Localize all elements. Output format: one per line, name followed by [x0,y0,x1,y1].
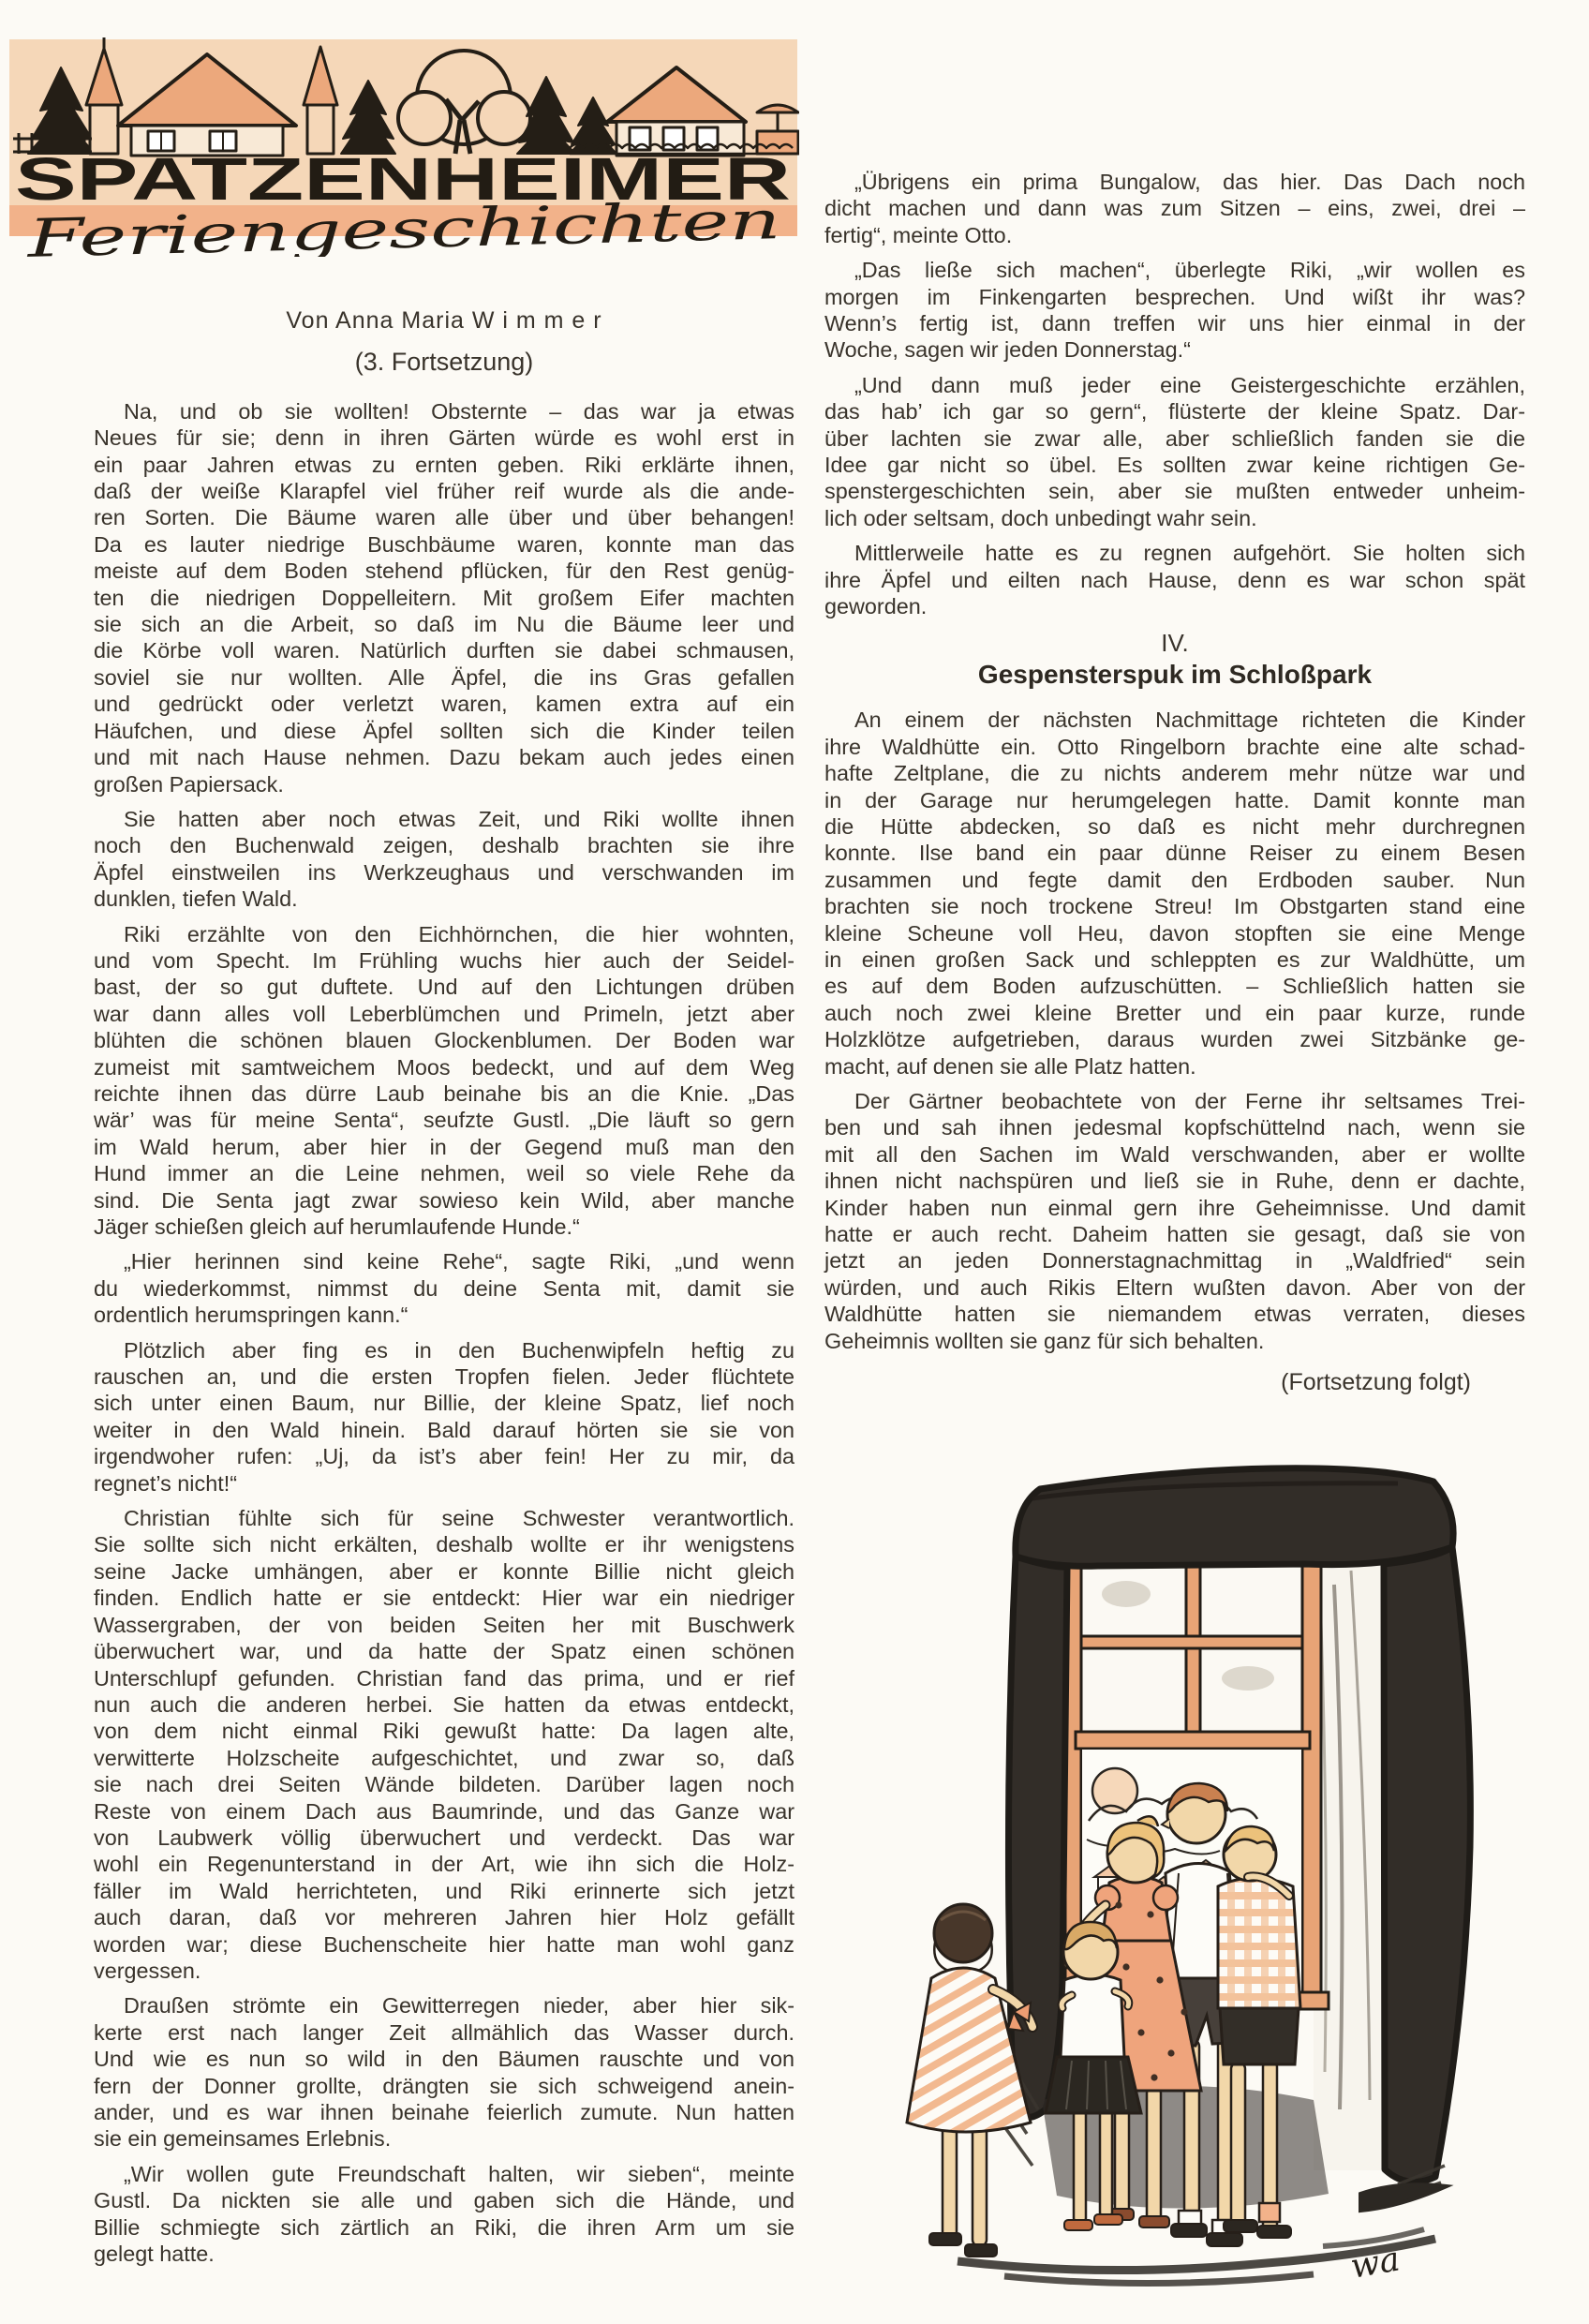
text-line: war dann alles voll Leberblümchen und Primeln, jetzt aber [94,1001,794,1026]
text-line: Holzklötze aufgetrieben, daraus wurden zwei Sitzbänke ge- [824,1027,1525,1052]
text-line: wohl ein Regenunterstand in der Art, wie ihn sich die Holz- [94,1852,794,1877]
text-line: worden war; diese Buchenscheite hier hatte man wohl ganz [94,1931,794,1957]
window-illustration-art [873,1453,1492,2302]
text-line: Und wie es nun so wild in den Bäumen rauschte und von [94,2047,794,2072]
text-line: noch den Buchenwald zeigen, deshalb brachten sie ihre [94,833,794,858]
text-line: reichte ihnen das dürre Laub beinahe bis an die Knie. „Das [94,1080,794,1106]
text-line: spenstergeschichten sein, aber sie mußten entweder unheim- [824,479,1525,504]
text-line: Gustl. Da nickten sie alle und gaben sich die Hände, und [94,2188,794,2213]
story-paragraph [94,1992,794,2152]
left-column [94,307,794,2275]
text-line: Reste von einem Dach aus Baumrinde, und das Ganze war [94,1798,794,1824]
text-line: Na, und ob sie wollten! Obsternte – das war ja etwas [124,398,794,424]
text-line: ten die niedrigen Doppelleitern. Mit großem Eifer machten [94,585,794,610]
text-line: An einem der nächsten Nachmittage richteten die Kinder [854,708,1525,733]
text-line: von Laubwerk völlig überwuchert und verdeckt. Das war [94,1825,794,1850]
text-line: macht, auf denen sie alle Platz hatten. [824,1053,1196,1079]
text-line: die Körbe voll waren. Natürlich durften sie dabei schmausen, [94,638,794,663]
text-line: fertig“, meinte Otto. [824,222,1013,247]
text-line: du wiederkommst, nimmst du deine Senta mit, damit sie [94,1275,794,1301]
left-column-text [94,398,794,2268]
chapter-title: Gespensterspuk im Schloßpark [977,659,1373,689]
text-line: „Und dann muß jeder eine Geistergeschichte erzählen, [854,372,1525,397]
window-illustration [873,1453,1525,2307]
text-line: regnet’s nicht!“ [94,1470,237,1496]
story-paragraph [824,540,1525,619]
text-line: Wenn’s fertig ist, dann treffen wir uns hier einmal in der [824,311,1525,336]
text-line: überwuchert war, und da hatte der Spatz einen schönen [94,1639,794,1664]
text-line: Christian fühlte sich für seine Schwester verantwortlich. [124,1506,794,1531]
text-line: „Wir wollen gute Freundschaft halten, wir sieben“, meinte [124,2161,794,2186]
text-line: kleine Scheune voll Heu, davon stopften sie eine Menge [824,920,1525,946]
text-line: ander, und es war ihnen beinahe feierlich zumute. Nun hatten [94,2100,794,2124]
text-line: soviel sie nur wollten. Alle Äpfel, die ins Gras gefallen [94,664,794,690]
text-line: Hund immer an die Leine nehmen, weil so viele Rehe da [94,1161,794,1186]
text-line: ordentlich herumspringen kann.“ [94,1303,408,1328]
text-line: ein paar Jahren etwas zu ernten geben. Riki erklärte ihnen, [94,452,794,477]
text-line: im Wald herum, aber hier in der Gegend muß man den [94,1134,794,1159]
text-line: Geheimnis wollten sie ganz für sich behalten. [824,1328,1265,1353]
text-line: es auf dem Boden aufzuschütten. – Schließlich hatten sie [824,974,1525,999]
text-line: „Übrigens ein prima Bungalow, das hier. Das Dach noch [854,170,1525,194]
continuation-note: (Fortsetzung folgt) [1281,1369,1471,1396]
text-line: Jäger schießen gleich auf herumlaufende Hunde.“ [94,1214,580,1239]
text-line: meiste auf dem Boden stehend pflücken, für den Rest genüg- [94,559,794,584]
text-line: in der Garage nur herumgelegen hatte. Damit konnte man [824,787,1525,812]
text-line: nun auch die anderen herbei. Sie hatten da etwas entdeckt, [94,1691,794,1717]
text-line: in einen großen Sack und schleppten es zur Waldhütte, um [824,946,1525,972]
text-line: dunklen, tiefen Wald. [94,886,298,912]
text-line: Äpfel einstweilen ins Werkzeughaus und verschwanden im [94,859,794,885]
story-paragraph [824,169,1525,248]
text-line: Idee gar nicht so übel. Es sollten zwar keine richtigen Ge- [824,453,1525,478]
text-line: vergessen. [94,1958,201,1983]
text-line: ihnen nicht nachspüren und ließ sie in Ruhe, denn er dachte, [824,1169,1525,1194]
text-line: morgen im Finkengarten besprechen. Und wißt ihr was? [824,284,1525,309]
text-line: auch daran, daß vor mehreren Jahren hier Holz gefällt [94,1905,794,1930]
text-line: „Das ließe sich machen“, überlegte Riki, „wir wollen es [854,258,1525,283]
text-line: bast, der so gut duftete. Und auf den Lichtungen drüben [94,975,794,1000]
story-paragraph [824,707,1525,1080]
story-paragraph [94,806,794,913]
text-line: Kinder haben nun einmal gern ihre Geheimnisse. Und damit [824,1195,1525,1220]
chapter-number: IV. [1161,628,1189,657]
text-line: fäller im Wald herrichteten, und Riki erinnerte sich jetzt [94,1878,794,1903]
text-line: Der Gärtner beobachtete von der Ferne ihr seltsames Trei- [854,1089,1525,1113]
text-line: jetzt an jeden Donnerstagnachmittag in „Waldfried“ sein [824,1248,1525,1274]
masthead [7,11,799,257]
text-line: dicht machen und dann was zum Sitzen – eins, zwei, drei – [824,196,1525,221]
text-line: Billie schmiegte sich zärtlich an Riki, die ihren Arm um sie [94,2214,794,2240]
text-line: zumeist mit samtweichem Moos bedeckt, und auf dem Weg [94,1054,794,1080]
text-line: gelegt hatte. [94,2242,215,2267]
text-line: Riki erzählte von den Eichhörnchen, die hier wohnten, [124,921,794,946]
story-paragraph [94,921,794,1241]
text-line: rauschen an, und die ersten Tropfen fielen. Jeder flüchtete [94,1364,794,1390]
text-line: von dem nicht einmal Riki gewußt hatte: Da lagen alte, [94,1719,794,1744]
masthead-script-title: Feriengeschichten [26,197,521,257]
text-line: ben und sah ihnen jedesmal kopfschüttelnd nach, wenn sie [824,1115,1525,1140]
masthead-title: SPATZENHEIMER [15,145,791,213]
right-column-text-bottom [824,707,1525,1354]
text-line: Draußen strömte ein Gewitterregen nieder, aber hier sik- [124,1993,794,2019]
text-line: die Hütte abdecken, so daß es nicht mehr durchregnen [824,813,1525,839]
text-line: Sie sollte sich nicht erkälten, deshalb wollte er ihr wenigstens [94,1532,794,1557]
text-line: sie nach drei Seiten Wände bildeten. Darüber lagen noch [94,1772,794,1797]
byline: Von Anna Maria W i m m e r [286,307,602,334]
text-line: wär’ was für meine Senta“, seufzte Gustl. „Die läuft so gern [94,1108,794,1133]
text-line: großen Papiersack. [94,771,284,797]
text-line: zusammen und fegte damit den Erdboden sauber. Nun [824,867,1525,892]
story-paragraph [824,1088,1525,1354]
text-line: geworden. [824,594,928,619]
text-line: Häufchen, und diese Äpfel sollten sich die Kinder teilen [94,718,794,743]
story-paragraph [94,1505,794,1984]
text-line: und gedrückt oder verletzt waren, kamen extra auf ein [94,692,794,717]
text-line: mit all den Sachen im Wald verschwanden, aber er wollte [824,1141,1525,1167]
text-line: brachten sie noch trockene Streu! Im Obstgarten stand eine [824,894,1525,919]
text-line: Waldhütte hatten sie niemandem etwas verraten, dieses [824,1302,1525,1327]
text-line: das hab’ ich gar so gern“, flüsterte der kleine Spatz. Dar- [824,399,1525,425]
text-line: Sie hatten aber noch etwas Zeit, und Riki wollte ihnen [124,806,794,831]
text-line: konnte. Ilse band ein paar dünne Reiser zu einem Besen [824,841,1525,866]
text-line: Unterschlupf gefunden. Christian fand das prima, und er rief [94,1665,794,1691]
masthead-artwork [7,11,799,257]
text-line: über lachten sie zwar alle, aber schließlich fanden sie die [824,425,1525,451]
curtain [1314,1542,1389,2170]
text-line: Da es lauter niedrige Buschbäume waren, konnte man das [94,531,794,557]
right-column-text-top [824,169,1525,620]
text-line: irgendwoher rufen: „Uj, da ist’s aber fein! Her zu mir, da [94,1444,794,1469]
text-line: blühten die schönen blauen Glockenblumen. Der Boden war [94,1028,794,1053]
text-line: Wassergraben, der von beiden Seiten her mit Buschwerk [94,1612,794,1637]
story-paragraph [94,1337,794,1497]
text-line: und mit nach Hause nehmen. Dazu bekam auch jedes einen [94,745,794,770]
text-line: sie ein gemeinsames Erlebnis. [94,2126,392,2152]
text-line: Mittlerweile hatte es zu regnen aufgehört. Sie holten sich [854,541,1525,566]
text-line: auch noch zwei kleine Bretter und ein paar kurze, runde [824,1000,1525,1025]
text-line: sich unter einen Baum, nur Billie, der kleine Spatz, lief noch [94,1391,794,1416]
text-line: fern der Donner grollte, drängten sie sich schweigend anein- [94,2073,794,2098]
text-line: und vom Specht. Im Frühling wuchs hier auch der Seidel- [94,947,794,973]
text-line: „Hier herinnen sind keine Rehe“, sagte Riki, „und wenn [124,1249,794,1274]
text-line: verwitterte Holzscheite aufgeschichtet, und zwar so, daß [94,1745,794,1770]
text-line: daß der weiße Klarapfel viel früher reif wurde als die ande- [94,479,794,504]
story-paragraph [94,2161,794,2268]
story-paragraph [94,1248,794,1328]
text-line: Plötzlich aber fing es in den Buchenwipfeln heftig zu [124,1337,794,1363]
text-line: ren Sorten. Die Bäume waren alle über und über behangen! [94,505,794,530]
text-line: lich oder seltsam, doch unbedingt wahr sein. [824,505,1257,530]
text-line: ihre Äpfel und eilten nach Hause, denn es war schon spät [824,567,1525,592]
text-line: Woche, sagen wir jeden Donnerstag.“ [824,337,1191,363]
story-paragraph [824,257,1525,364]
text-line: kerte erst nach langer Zeit allmählich das Wasser durch. [94,2019,794,2045]
text-line: würden, und auch Rikis Eltern wußten davon. Aber von der [824,1274,1525,1300]
text-line: ihre Waldhütte ein. Otto Ringelborn brachte eine alte schad- [824,734,1525,759]
text-line: weiter in den Wald hinein. Bald darauf hörten sie sie von [94,1417,794,1442]
text-line: seine Jacke umhängen, aber er konnte Billie nicht gleich [94,1558,794,1584]
text-line: hatte er auch recht. Daheim hatten sie gesagt, daß sie von [824,1222,1525,1247]
text-line: hafte Zeltplane, die zu nichts anderem mehr nütze war und [824,761,1525,786]
artist-signature: wa [1347,2240,1403,2287]
right-column [824,169,1525,2308]
story-paragraph [94,398,794,797]
text-line: Neues für sie; denn in ihren Gärten würde es wohl erst in [94,425,794,451]
text-line: sind. Die Senta jagt zwar sowieso kein Wild, aber manche [94,1187,794,1213]
text-line: sie sich an die Arbeit, so daß im Nu die Bäume leer und [94,612,794,637]
text-line: finden. Endlich hatte er sie entdeckt: Hier war ein niedriger [94,1586,794,1611]
part-note: (3. Fortsetzung) [354,348,534,377]
story-paragraph [824,372,1525,531]
